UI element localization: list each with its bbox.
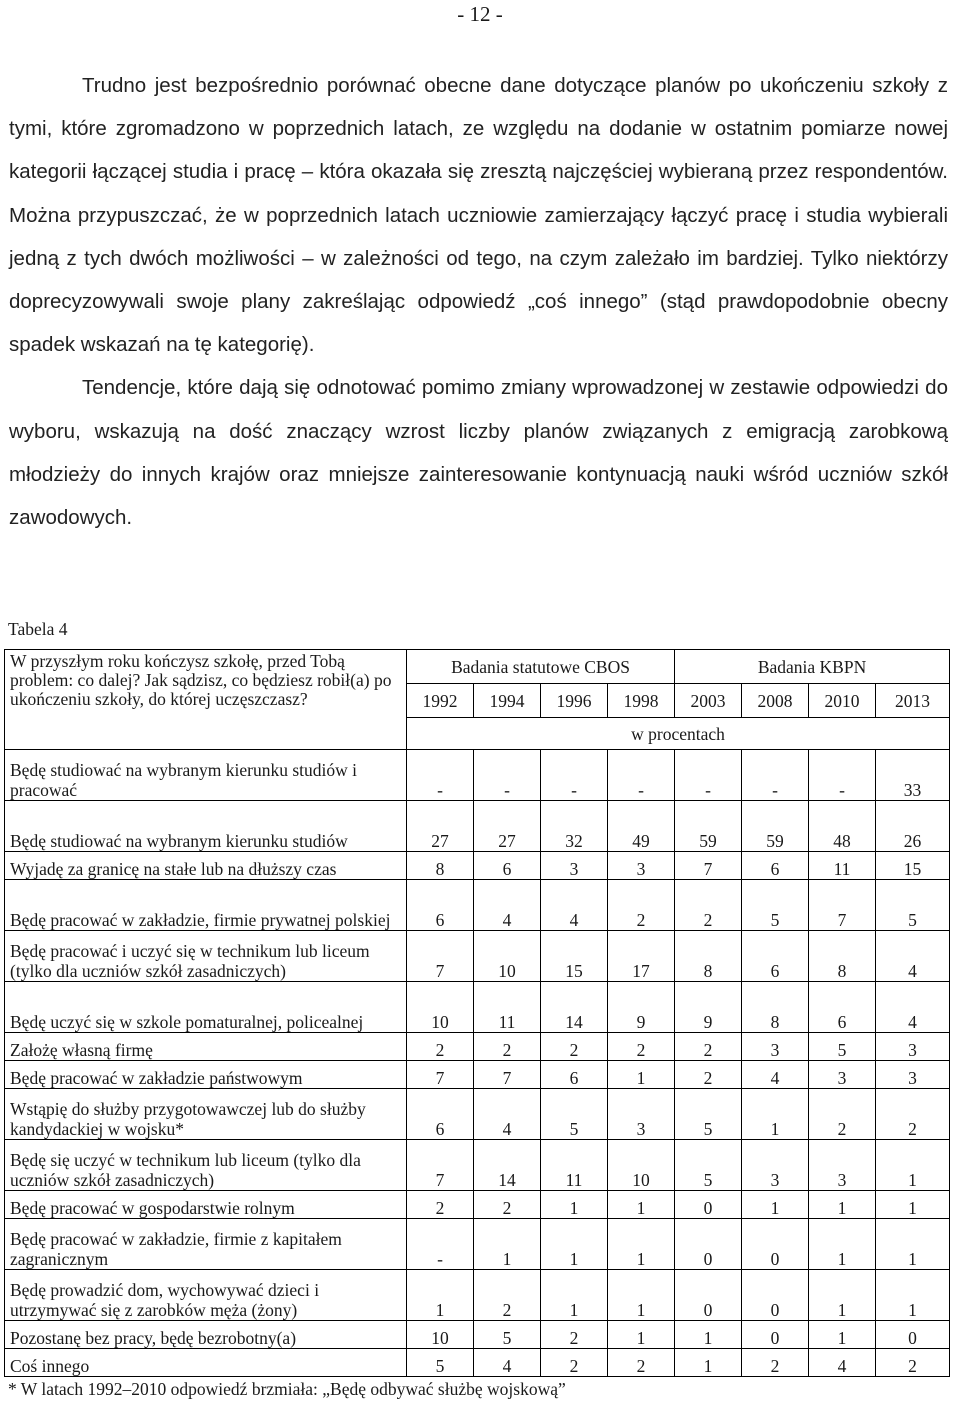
value-cell: 10 (407, 1321, 474, 1349)
value-cell: 8 (809, 931, 876, 982)
table-question-header: W przyszłym roku kończysz szkołę, przed Tobą problem: co dalej? Jak sądzisz, co będziesz robił(a) po ukończeniu szkoły, do której uczęszczasz? (5, 650, 407, 750)
row-label: Będę pracować w gospodarstwie rolnym (5, 1191, 407, 1219)
value-cell: 14 (541, 982, 608, 1033)
value-cell: 15 (541, 931, 608, 982)
value-cell: 8 (407, 852, 474, 880)
value-cell: 2 (474, 1191, 541, 1219)
value-cell: 5 (742, 880, 809, 931)
row-label: Będę uczyć się w szkole pomaturalnej, policealnej (5, 982, 407, 1033)
value-cell: 4 (541, 880, 608, 931)
value-cell: 1 (742, 1089, 809, 1140)
table-row (5, 1321, 950, 1349)
page-number: - 12 - (457, 2, 503, 26)
value-cell: - (809, 750, 876, 801)
value-cell: 9 (608, 982, 675, 1033)
value-cell: 0 (675, 1219, 742, 1270)
value-cell: 1 (876, 1140, 950, 1191)
row-label: Będę studiować na wybranym kierunku studiów i pracować (5, 750, 407, 801)
value-cell: 27 (474, 801, 541, 852)
value-cell: 2 (541, 1033, 608, 1061)
value-cell: 3 (742, 1033, 809, 1061)
value-cell: 2 (608, 1349, 675, 1377)
value-cell: 1 (876, 1219, 950, 1270)
row-label: Wyjadę za granicę na stałe lub na dłuższy czas (5, 852, 407, 880)
value-cell: 3 (608, 1089, 675, 1140)
value-cell: 14 (474, 1140, 541, 1191)
value-cell: 1 (474, 1219, 541, 1270)
value-cell: 6 (541, 1061, 608, 1089)
value-cell: 0 (742, 1219, 809, 1270)
value-cell: 0 (742, 1321, 809, 1349)
row-label: Będę studiować na wybranym kierunku studiów (5, 801, 407, 852)
value-cell: 5 (541, 1089, 608, 1140)
table-row (5, 1089, 950, 1140)
value-cell: 5 (675, 1089, 742, 1140)
value-cell: - (541, 750, 608, 801)
table-row (5, 852, 950, 880)
row-label: Będę prowadzić dom, wychowywać dzieci i utrzymywać się z zarobków męża (żony) (5, 1270, 407, 1321)
value-cell: 1 (608, 1270, 675, 1321)
table-footnote: * W latach 1992–2010 odpowiedź brzmiała: „Będę odbywać służbę wojskową” (8, 1379, 566, 1399)
table-caption: Tabela 4 (8, 619, 68, 639)
value-cell: 5 (809, 1033, 876, 1061)
value-cell: 4 (876, 931, 950, 982)
value-cell: 1 (407, 1270, 474, 1321)
value-cell: 4 (474, 1349, 541, 1377)
value-cell: 59 (675, 801, 742, 852)
value-cell: 2 (809, 1089, 876, 1140)
value-cell: 2 (474, 1270, 541, 1321)
value-cell: 2 (541, 1321, 608, 1349)
value-cell: - (742, 750, 809, 801)
table-row (5, 801, 950, 852)
value-cell: 2 (474, 1033, 541, 1061)
value-cell: 2 (675, 880, 742, 931)
value-cell: 1 (876, 1191, 950, 1219)
value-cell: 48 (809, 801, 876, 852)
year-header: 2003 (675, 684, 742, 718)
value-cell: 11 (809, 852, 876, 880)
value-cell: 1 (742, 1191, 809, 1219)
value-cell: 2 (608, 1033, 675, 1061)
value-cell: 2 (407, 1191, 474, 1219)
value-cell: 7 (407, 1140, 474, 1191)
value-cell: 3 (742, 1140, 809, 1191)
value-cell: 1 (876, 1270, 950, 1321)
value-cell: 2 (608, 880, 675, 931)
table-row (5, 750, 950, 801)
year-header: 1996 (541, 684, 608, 718)
value-cell: 5 (407, 1349, 474, 1377)
year-header: 1998 (608, 684, 675, 718)
value-cell: 2 (675, 1033, 742, 1061)
year-header: 2013 (876, 684, 950, 718)
table-row (5, 1191, 950, 1219)
value-cell: 10 (474, 931, 541, 982)
row-label: Będę pracować w zakładzie, firmie z kapitałem zagranicznym (5, 1219, 407, 1270)
year-header: 2010 (809, 684, 876, 718)
value-cell: 33 (876, 750, 950, 801)
value-cell: 1 (541, 1191, 608, 1219)
value-cell: 5 (474, 1321, 541, 1349)
year-header: 2008 (742, 684, 809, 718)
table-row (5, 1140, 950, 1191)
row-label: Będę pracować w zakładzie państwowym (5, 1061, 407, 1089)
body-text (9, 64, 948, 539)
unit-header: w procentach (407, 718, 950, 750)
value-cell: 0 (675, 1191, 742, 1219)
row-label: Coś innego (5, 1349, 407, 1377)
row-label: Będę się uczyć w technikum lub liceum (tylko dla uczniów szkół zasadniczych) (5, 1140, 407, 1191)
table-row (5, 1270, 950, 1321)
value-cell: 1 (608, 1061, 675, 1089)
value-cell: 27 (407, 801, 474, 852)
value-cell: 10 (407, 982, 474, 1033)
table-row (5, 931, 950, 982)
value-cell: - (675, 750, 742, 801)
row-label: Założę własną firmę (5, 1033, 407, 1061)
value-cell: - (474, 750, 541, 801)
value-cell: 2 (675, 1061, 742, 1089)
table-row (5, 880, 950, 931)
table-row (5, 1349, 950, 1377)
row-label: Pozostanę bez pracy, będę bezrobotny(a) (5, 1321, 407, 1349)
value-cell: 32 (541, 801, 608, 852)
value-cell: 1 (541, 1219, 608, 1270)
value-cell: 1 (809, 1321, 876, 1349)
value-cell: 4 (742, 1061, 809, 1089)
value-cell: 26 (876, 801, 950, 852)
value-cell: 0 (742, 1270, 809, 1321)
value-cell: 7 (675, 852, 742, 880)
value-cell: 7 (474, 1061, 541, 1089)
value-cell: 7 (407, 1061, 474, 1089)
value-cell: 8 (675, 931, 742, 982)
table-row (5, 1061, 950, 1089)
value-cell: - (407, 1219, 474, 1270)
value-cell: 6 (407, 1089, 474, 1140)
row-label: Wstąpię do służby przygotowawczej lub do służby kandydackiej w wojsku* (5, 1089, 407, 1140)
group-header-kbpn: Badania KBPN (675, 650, 950, 684)
group-header-cbos: Badania statutowe CBOS (407, 650, 675, 684)
paragraph: Trudno jest bezpośrednio porównać obecne dane dotyczące planów po ukończeniu szkoły z tymi, które zgromadzono w poprzednich latach, ze względu na dodanie w ostatnim pomiarze nowej kategorii łączącej studia i pracę – która okazała się zresztą najczęściej wybieraną przez respondentów. Można przypuszczać, że w poprzednich latach uczniowie zamierzający łączyć pracę i studia wybierali jedną z tych dwóch możliwości – w zależności od tego, na czym zależało im bardziej. Tylko niektórzy doprecyzowywali swoje plany zakreślając odpowiedź „coś innego” (stąd prawdopodobnie obecny spadek wskazań na tę kategorię). (9, 74, 948, 357)
value-cell: 4 (809, 1349, 876, 1377)
value-cell: 1 (809, 1191, 876, 1219)
value-cell: 6 (809, 982, 876, 1033)
value-cell: 49 (608, 801, 675, 852)
value-cell: 0 (675, 1270, 742, 1321)
value-cell: 2 (742, 1349, 809, 1377)
data-table (4, 649, 950, 1377)
value-cell: 11 (541, 1140, 608, 1191)
table-row (5, 1219, 950, 1270)
value-cell: 5 (876, 880, 950, 931)
row-label: Będę pracować i uczyć się w technikum lub liceum (tylko dla uczniów szkół zasadniczych) (5, 931, 407, 982)
value-cell: 8 (742, 982, 809, 1033)
value-cell: - (407, 750, 474, 801)
value-cell: 3 (809, 1061, 876, 1089)
value-cell: 1 (675, 1349, 742, 1377)
value-cell: 7 (809, 880, 876, 931)
value-cell: 3 (809, 1140, 876, 1191)
value-cell: 2 (407, 1033, 474, 1061)
value-cell: 6 (407, 880, 474, 931)
value-cell: 0 (876, 1321, 950, 1349)
value-cell: 3 (876, 1061, 950, 1089)
value-cell: 15 (876, 852, 950, 880)
year-header: 1994 (474, 684, 541, 718)
table-row (5, 1033, 950, 1061)
value-cell: 4 (474, 1089, 541, 1140)
value-cell: 17 (608, 931, 675, 982)
value-cell: 10 (608, 1140, 675, 1191)
value-cell: 3 (608, 852, 675, 880)
value-cell: 1 (608, 1191, 675, 1219)
value-cell: 2 (541, 1349, 608, 1377)
value-cell: - (608, 750, 675, 801)
year-header: 1992 (407, 684, 474, 718)
value-cell: 5 (675, 1140, 742, 1191)
value-cell: 1 (809, 1270, 876, 1321)
value-cell: 4 (474, 880, 541, 931)
value-cell: 1 (608, 1321, 675, 1349)
value-cell: 3 (876, 1033, 950, 1061)
value-cell: 11 (474, 982, 541, 1033)
value-cell: 6 (474, 852, 541, 880)
row-label: Będę pracować w zakładzie, firmie prywatnej polskiej (5, 880, 407, 931)
value-cell: 1 (809, 1219, 876, 1270)
paragraph: Tendencje, które dają się odnotować pomimo zmiany wprowadzonej w zestawie odpowiedzi do wyboru, wskazują na dość znaczący wzrost liczby planów związanych z emigracją zarobkową młodzieży do innych krajów oraz mniejsze zainteresowanie kontynuacją nauki wśród uczniów szkół zawodowych. (9, 376, 948, 530)
value-cell: 59 (742, 801, 809, 852)
value-cell: 6 (742, 852, 809, 880)
value-cell: 2 (876, 1089, 950, 1140)
value-cell: 7 (407, 931, 474, 982)
value-cell: 4 (876, 982, 950, 1033)
value-cell: 2 (876, 1349, 950, 1377)
value-cell: 3 (541, 852, 608, 880)
value-cell: 9 (675, 982, 742, 1033)
value-cell: 1 (675, 1321, 742, 1349)
value-cell: 1 (541, 1270, 608, 1321)
table-row (5, 982, 950, 1033)
value-cell: 1 (608, 1219, 675, 1270)
value-cell: 6 (742, 931, 809, 982)
